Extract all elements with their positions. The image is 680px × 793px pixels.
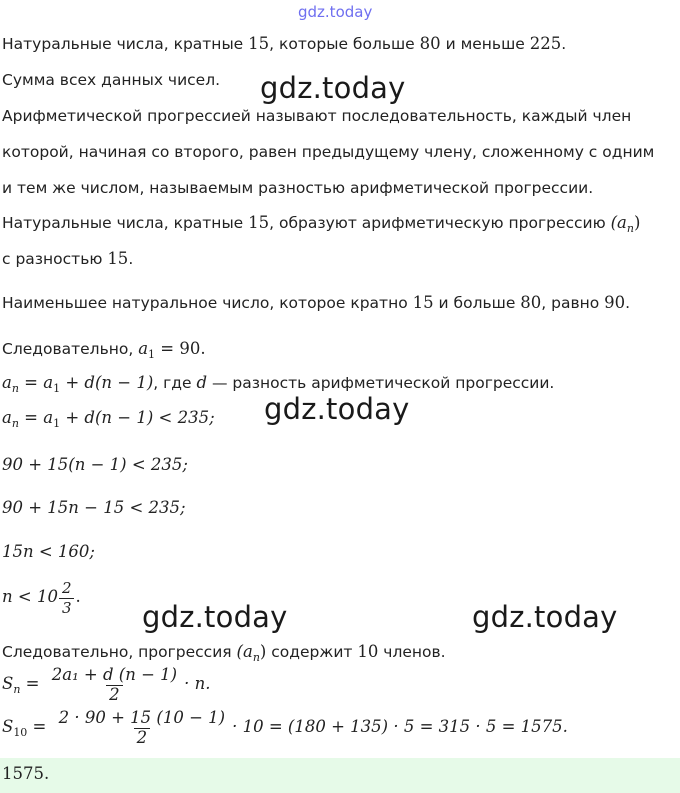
- text: и больше: [433, 294, 521, 312]
- text: .: [128, 250, 134, 268]
- math: = a: [18, 408, 54, 427]
- numerator: 2a₁ + d (n − 1): [51, 665, 178, 684]
- math: = 90.: [155, 339, 206, 358]
- math: = a: [18, 373, 54, 392]
- text: , равно: [541, 294, 605, 312]
- text: .: [561, 35, 567, 53]
- math: =: [20, 674, 45, 693]
- math: S: [2, 717, 14, 736]
- text: и меньше: [440, 35, 530, 53]
- inequality-line-4: 15n < 160;: [2, 542, 95, 561]
- answer-box: [0, 758, 680, 793]
- math: 15: [248, 213, 270, 232]
- math: · n.: [184, 674, 211, 693]
- text: Следовательно,: [2, 340, 139, 358]
- subscript: n: [11, 417, 19, 430]
- math: a: [2, 408, 12, 427]
- smallest-number-line: [2, 293, 630, 313]
- math: 15: [412, 293, 434, 312]
- math: 80: [419, 34, 441, 53]
- math: a: [2, 373, 12, 392]
- math: .: [75, 587, 81, 606]
- text: , образуют арифметическую прогрессию: [269, 214, 611, 232]
- math: 90: [604, 293, 626, 312]
- first-term-line: [2, 339, 206, 361]
- math: (a: [610, 213, 627, 232]
- text: .: [625, 294, 631, 312]
- text: , которые больше: [269, 35, 420, 53]
- watermark: gdz.today: [472, 600, 618, 634]
- condition-line: [2, 34, 566, 54]
- watermark: gdz.today: [260, 71, 406, 105]
- subscript: n: [11, 382, 19, 395]
- text: Следовательно, прогрессия: [2, 643, 237, 661]
- math: 15: [107, 249, 129, 268]
- sum-formula-line: [2, 665, 211, 704]
- math: ): [633, 213, 641, 232]
- fraction: [49, 665, 180, 704]
- subscript: n: [252, 651, 260, 664]
- text: с разностью: [2, 250, 108, 268]
- math: 15: [248, 34, 270, 53]
- numerator: 2: [61, 579, 72, 597]
- text: , где: [153, 374, 197, 392]
- math: n < 10: [2, 587, 58, 606]
- watermark-top: gdz.today: [298, 3, 373, 21]
- definition-line-2: которой, начиная со второго, равен предыдущему члену, сложенному с одним: [2, 143, 655, 161]
- watermark: gdz.today: [264, 392, 410, 426]
- text: содержит: [266, 643, 358, 661]
- terms-count-line: [2, 642, 446, 664]
- math: a: [138, 339, 149, 358]
- answer-text: 1575.: [2, 764, 50, 783]
- text: Натуральные числа, кратные: [2, 35, 249, 53]
- math: 80: [520, 293, 542, 312]
- text: — разность арифметической прогрессии.: [207, 374, 555, 392]
- subscript: n: [13, 683, 21, 696]
- fraction: [56, 708, 228, 747]
- question-line: Сумма всех данных чисел.: [2, 71, 221, 89]
- math: + d(n − 1): [60, 373, 154, 392]
- definition-line-3: и тем же числом, называемым разностью арифметической прогрессии.: [2, 179, 594, 197]
- math: ): [259, 642, 267, 661]
- denominator: 2: [134, 728, 151, 747]
- difference-line: [2, 249, 133, 269]
- fraction: [59, 578, 75, 617]
- subscript: 10: [13, 726, 28, 739]
- sum-calculation-line: [2, 708, 568, 754]
- denominator: 3: [59, 598, 75, 617]
- text: членов.: [378, 643, 446, 661]
- watermark: gdz.today: [142, 600, 288, 634]
- subscript: 1: [53, 382, 61, 395]
- math: d: [196, 373, 208, 392]
- math: · 10 = (180 + 135) · 5 = 315 · 5 = 1575.: [232, 717, 568, 736]
- text: Натуральные числа, кратные: [2, 214, 249, 232]
- subscript: 1: [53, 417, 61, 430]
- inequality-line-5: [2, 578, 81, 617]
- text: Наименьшее натуральное число, которое кратно: [2, 294, 413, 312]
- inequality-line-1: [2, 408, 215, 430]
- definition-line-1: Арифметической прогрессией называют последовательность, каждый член: [2, 107, 632, 125]
- progression-line: [2, 213, 640, 235]
- denominator: 2: [106, 685, 123, 704]
- numerator: 2 · 90 + 15 (10 − 1): [58, 708, 226, 727]
- math: 225: [529, 34, 562, 53]
- math: + d(n − 1) < 235;: [60, 408, 215, 427]
- math: 10: [357, 642, 379, 661]
- math: =: [27, 717, 52, 736]
- inequality-line-3: 90 + 15n − 15 < 235;: [2, 498, 186, 517]
- subscript: 1: [148, 348, 156, 361]
- math: (a: [236, 642, 253, 661]
- math: S: [2, 674, 14, 693]
- subscript: n: [626, 222, 634, 235]
- inequality-line-2: 90 + 15(n − 1) < 235;: [2, 455, 188, 474]
